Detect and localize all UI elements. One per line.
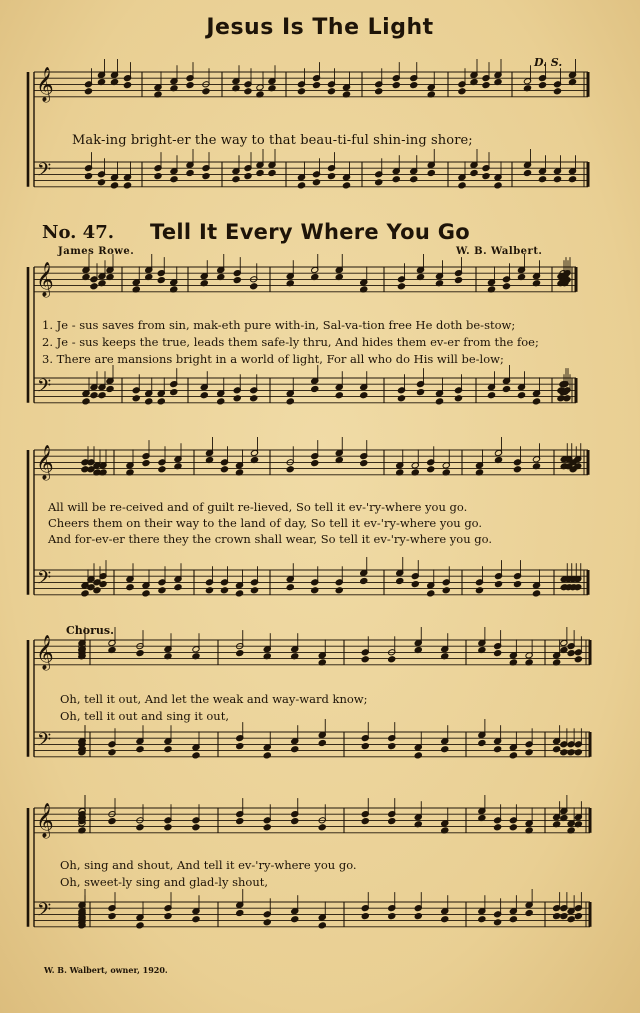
note-head xyxy=(250,587,258,594)
note-head xyxy=(482,173,490,180)
note-head xyxy=(560,749,568,756)
note-head xyxy=(441,916,449,923)
note-head xyxy=(244,88,252,95)
note-head xyxy=(470,169,478,176)
note-head xyxy=(475,587,483,594)
note-head xyxy=(158,587,166,594)
lyricist-credit: James Rowe. xyxy=(58,246,135,257)
note-head xyxy=(427,590,435,597)
note-head xyxy=(286,398,294,405)
note-head xyxy=(523,169,531,176)
chorus-label: Chorus. xyxy=(66,624,114,637)
note-head xyxy=(291,818,299,825)
hymn-number: No. 47. xyxy=(42,222,114,243)
note-head xyxy=(553,746,561,753)
note-head xyxy=(517,392,525,399)
note-head xyxy=(525,749,533,756)
verse-3-line-a: 3. There are mansions bright in a world of light, For all who do His will be-low; xyxy=(42,352,504,366)
note-head xyxy=(574,656,582,663)
note-head xyxy=(567,749,575,756)
top-hymn-lyric: Mak-ing bright-er the way to that beau-ti-ful shin-ing shore; xyxy=(72,133,473,148)
note-head xyxy=(502,385,510,392)
note-head xyxy=(487,392,495,399)
note-head xyxy=(327,88,335,95)
note-head xyxy=(84,88,92,95)
note-head xyxy=(478,916,486,923)
note-head xyxy=(312,179,320,186)
note-head xyxy=(84,173,92,180)
chorus-line-2: Oh, tell it out and sing it out, xyxy=(60,709,229,723)
note-head xyxy=(142,590,150,597)
note-head xyxy=(361,913,369,920)
note-head xyxy=(136,650,144,657)
treble-clef: 𝄞 xyxy=(36,262,54,297)
copyright-footer: W. B. Walbert, owner, 1920. xyxy=(44,965,168,975)
note-head xyxy=(286,466,294,473)
bass-clef: 𝄢 xyxy=(37,376,52,401)
note-head xyxy=(410,82,418,89)
note-head xyxy=(574,913,582,920)
ds-mark: D. S. xyxy=(534,56,563,69)
note-head xyxy=(361,743,369,750)
note-head xyxy=(454,277,462,284)
note-head xyxy=(360,577,368,584)
verse-2-line-a: 2. Je - sus keeps the true, leads them safe-ly thru, And hides them ev-er from the foe; xyxy=(42,335,539,349)
note-head xyxy=(563,395,571,402)
note-head xyxy=(170,176,178,183)
note-head xyxy=(123,182,131,189)
note-head xyxy=(388,913,396,920)
note-head xyxy=(82,398,90,405)
note-head xyxy=(220,587,228,594)
note-head xyxy=(192,824,200,831)
note-head xyxy=(318,739,326,746)
note-head xyxy=(318,824,326,831)
note-head xyxy=(236,818,244,825)
note-head xyxy=(291,746,299,753)
note-head xyxy=(397,283,405,290)
note-head xyxy=(123,82,131,89)
note-head xyxy=(342,182,350,189)
note-head xyxy=(513,581,521,588)
note-head xyxy=(98,392,106,399)
note-head xyxy=(233,395,241,402)
note-head xyxy=(286,584,294,591)
note-head xyxy=(441,746,449,753)
treble-clef: 𝄞 xyxy=(36,445,54,480)
chorus-line-1: Oh, tell it out, And let the weak and way-ward know; xyxy=(60,692,368,706)
note-head xyxy=(268,169,276,176)
verse-2-line-b: Cheers them on their way to the land of day, So tell it ev-'ry-where you go. xyxy=(48,516,483,530)
note-head xyxy=(236,909,244,916)
note-head xyxy=(538,82,546,89)
note-head xyxy=(388,743,396,750)
note-head xyxy=(263,824,271,831)
note-head xyxy=(335,587,343,594)
note-head xyxy=(567,650,575,657)
note-head xyxy=(361,656,369,663)
note-head xyxy=(458,88,466,95)
note-head xyxy=(81,590,89,597)
note-head xyxy=(170,389,178,396)
note-head xyxy=(164,746,172,753)
note-head xyxy=(494,581,502,588)
bass-clef: 𝄢 xyxy=(37,900,52,925)
note-head xyxy=(388,818,396,825)
note-head xyxy=(502,283,510,290)
note-head xyxy=(416,389,424,396)
note-head xyxy=(106,385,114,392)
note-head xyxy=(108,749,116,756)
hymn-title: Tell It Every Where You Go xyxy=(150,220,470,244)
note-head xyxy=(174,584,182,591)
note-head xyxy=(311,385,319,392)
note-head xyxy=(297,182,305,189)
note-head xyxy=(414,913,422,920)
note-head xyxy=(311,460,319,467)
treble-clef: 𝄞 xyxy=(36,803,54,838)
note-head xyxy=(478,739,486,746)
note-head xyxy=(553,176,561,183)
note-head xyxy=(318,922,326,929)
chorus-line-4: Oh, sweet-ly sing and glad-ly shout, xyxy=(60,875,269,889)
treble-clef: 𝄞 xyxy=(36,635,54,670)
note-head xyxy=(90,283,98,290)
verse-3-line-b: And for-ev-er there they the crown shall wear, So tell it ev-'ry-where you go. xyxy=(48,532,493,546)
note-head xyxy=(142,460,150,467)
note-head xyxy=(454,395,462,402)
note-head xyxy=(442,587,450,594)
verse-1-line-a: 1. Je - sus saves from sin, mak-eth pure with-in, Sal-va-tion free He doth be-stow; xyxy=(42,318,516,332)
verse-1-line-b: All will be re-ceived and of guilt re-lieved, So tell it ev-'ry-where you go. xyxy=(48,500,468,514)
note-head xyxy=(568,176,576,183)
note-head xyxy=(136,824,144,831)
note-head xyxy=(494,182,502,189)
note-head xyxy=(494,824,502,831)
note-head xyxy=(414,752,422,759)
note-head xyxy=(256,169,264,176)
note-head xyxy=(335,392,343,399)
bass-clef: 𝄢 xyxy=(37,160,52,185)
note-head xyxy=(157,277,165,284)
note-head xyxy=(90,392,98,399)
note-head xyxy=(244,173,252,180)
note-head xyxy=(250,395,258,402)
note-head xyxy=(158,466,166,473)
note-head xyxy=(574,749,582,756)
top-hymn-title: Jesus Is The Light xyxy=(206,15,434,40)
note-head xyxy=(186,82,194,89)
note-head xyxy=(538,176,546,183)
composer-credit: W. B. Walbert. xyxy=(456,246,543,257)
note-head xyxy=(482,82,490,89)
note-head xyxy=(509,752,517,759)
note-head xyxy=(236,743,244,750)
note-head xyxy=(360,392,368,399)
note-head xyxy=(202,173,210,180)
note-head xyxy=(108,818,116,825)
note-head xyxy=(291,916,299,923)
note-head xyxy=(532,590,540,597)
note-head xyxy=(186,169,194,176)
note-head xyxy=(513,466,521,473)
note-head xyxy=(217,398,225,405)
note-head xyxy=(509,916,517,923)
bass-clef: 𝄢 xyxy=(37,568,52,593)
note-head xyxy=(396,577,404,584)
note-head xyxy=(553,913,561,920)
note-head xyxy=(200,392,208,399)
note-head xyxy=(525,909,533,916)
note-head xyxy=(361,818,369,825)
note-head xyxy=(154,173,162,180)
note-head xyxy=(108,913,116,920)
note-head xyxy=(126,584,134,591)
note-head xyxy=(132,395,140,402)
note-head xyxy=(392,176,400,183)
note-head xyxy=(235,590,243,597)
note-head xyxy=(532,398,540,405)
note-head xyxy=(311,587,319,594)
note-head xyxy=(494,746,502,753)
note-head xyxy=(388,656,396,663)
note-head xyxy=(233,277,241,284)
note-head xyxy=(494,919,502,926)
note-head xyxy=(97,179,105,186)
note-head xyxy=(435,398,443,405)
note-head xyxy=(560,913,568,920)
note-head xyxy=(263,919,271,926)
note-head xyxy=(164,913,172,920)
note-head xyxy=(136,922,144,929)
note-head xyxy=(202,88,210,95)
bass-clef: 𝄢 xyxy=(37,730,52,755)
note-head xyxy=(192,752,200,759)
note-head xyxy=(236,650,244,657)
note-head xyxy=(145,398,153,405)
note-head xyxy=(192,916,200,923)
note-head xyxy=(410,176,418,183)
note-head xyxy=(458,182,466,189)
note-head xyxy=(375,88,383,95)
note-head xyxy=(567,916,575,923)
note-head xyxy=(205,587,213,594)
note-head xyxy=(375,179,383,186)
note-head xyxy=(220,466,228,473)
chorus-line-3: Oh, sing and shout, And tell it ev-'ry-where you go. xyxy=(60,858,357,872)
note-head xyxy=(157,398,165,405)
note-head xyxy=(553,88,561,95)
note-head xyxy=(164,824,172,831)
note-head xyxy=(232,176,240,183)
note-head xyxy=(494,650,502,657)
note-head xyxy=(110,182,118,189)
note-head xyxy=(250,283,258,290)
note-head xyxy=(263,752,271,759)
note-head xyxy=(392,82,400,89)
note-head xyxy=(427,169,435,176)
note-head xyxy=(427,466,435,473)
note-head xyxy=(297,88,305,95)
note-head xyxy=(136,746,144,753)
note-head xyxy=(360,460,368,467)
note-head xyxy=(327,173,335,180)
note-head xyxy=(411,581,419,588)
note-head xyxy=(397,395,405,402)
note-head xyxy=(509,824,517,831)
note-head xyxy=(312,82,320,89)
treble-clef: 𝄞 xyxy=(36,67,54,102)
